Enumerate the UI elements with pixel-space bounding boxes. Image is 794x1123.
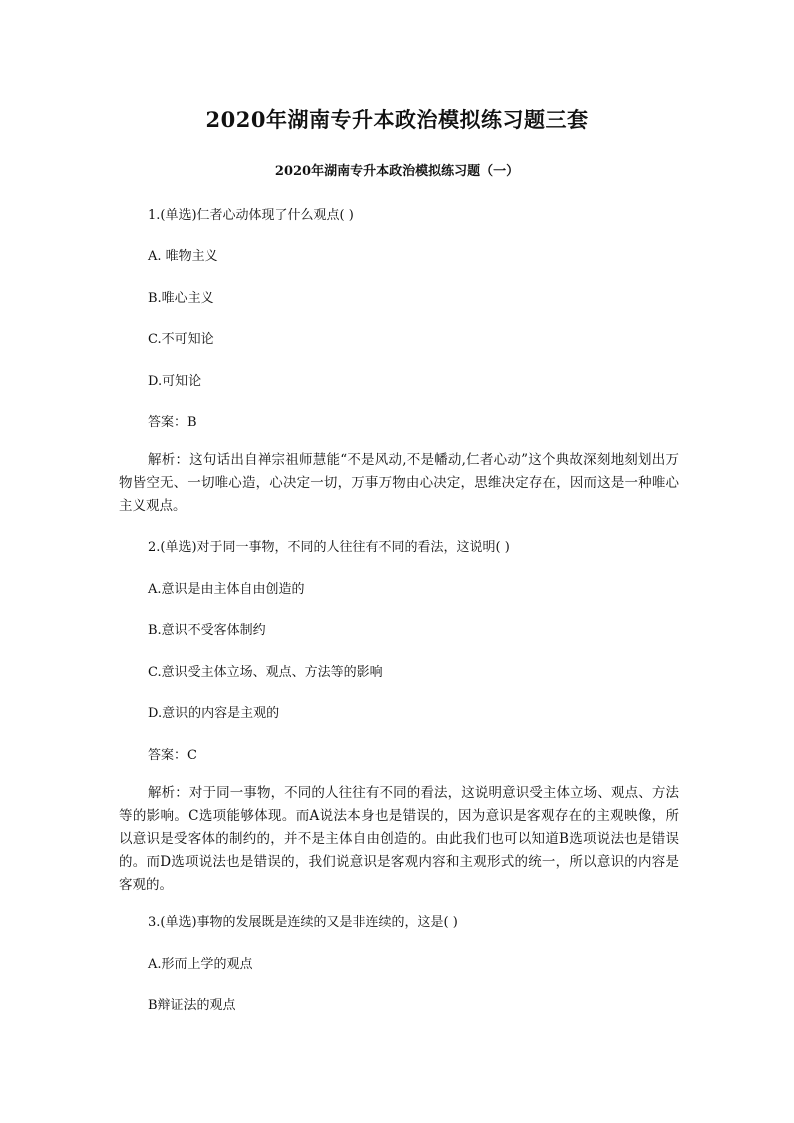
question-2-analysis: 解析：对于同一事物，不同的人往往有不同的看法，这说明意识受主体立场、观点、方法等的影响。C选项能够体现。而A说法本身也是错误的，因为意识是客观存在的主观映像，所以意识是受客体的制约的，并不是主体自由创造的。由此我们也可以知道B选项说法也是错误的。而D选项说法也是错误的，我们说意识是客观内容和主观形式的统一，所以意识的内容是客观的。	[119, 785, 679, 893]
question-2-option-b: B.意识不受客体制约	[148, 623, 266, 638]
question-1-analysis: 解析：这句话出自禅宗祖师慧能“不是风动,不是幡动,仁者心动”这个典故深刻地刻划出万物皆空无、一切唯心造，心决定一切，万事万物由心决定，思维决定存在，因而这是一种唯心主义观点。	[119, 452, 679, 514]
question-2-option-c: C.意识受主体立场、观点、方法等的影响	[148, 665, 383, 680]
question-2-answer: 答案：C	[148, 748, 197, 763]
question-2-stem: 2.(单选)对于同一事物，不同的人往往有不同的看法，这说明( )	[148, 540, 510, 555]
question-1-option-d: D.可知论	[148, 374, 202, 389]
section-title: 2020年湖南专升本政治模拟练习题（一）	[274, 164, 520, 179]
question-3-option-b: B辩证法的观点	[148, 998, 236, 1013]
question-3-stem: 3.(单选)事物的发展既是连续的又是非连续的，这是( )	[148, 915, 458, 930]
question-2-option-d: D.意识的内容是主观的	[148, 706, 280, 721]
question-1-answer: 答案：B	[148, 415, 197, 430]
document-title: 2020年湖南专升本政治模拟练习题三套	[205, 107, 589, 132]
question-1-option-b: B.唯心主义	[148, 291, 214, 306]
question-1-option-c: C.不可知论	[148, 332, 214, 347]
question-1-option-a: A. 唯物主义	[148, 249, 218, 264]
question-1-stem: 1.(单选)仁者心动体现了什么观点( )	[148, 208, 354, 223]
question-2-option-a: A.意识是由主体自由创造的	[148, 582, 305, 597]
question-3-option-a: A.形而上学的观点	[148, 957, 253, 972]
